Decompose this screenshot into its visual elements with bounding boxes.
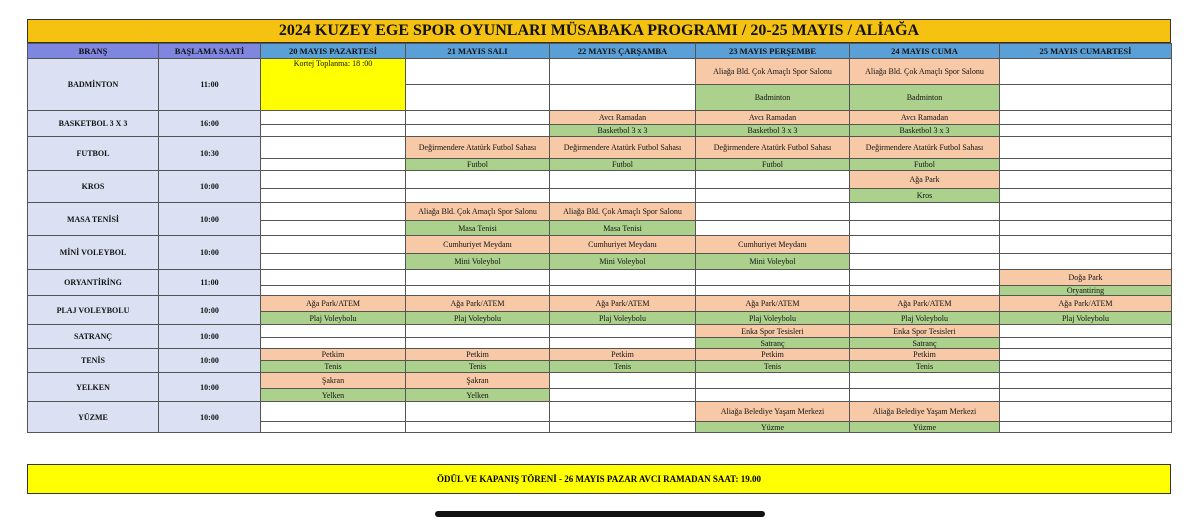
empty-cell bbox=[261, 325, 406, 338]
schedule-row bbox=[28, 349, 1172, 361]
venue-cell: Cumhuriyet Meydanı bbox=[696, 236, 850, 254]
venue-cell: Ağa Park/ATEM bbox=[261, 296, 406, 312]
start-time: 10:00 bbox=[159, 296, 261, 325]
sport-cell: Plaj Voleybolu bbox=[261, 312, 406, 325]
empty-cell bbox=[406, 125, 550, 137]
venue-cell: Avcı Ramadan bbox=[696, 111, 850, 125]
empty-cell bbox=[850, 203, 1000, 221]
sport-name: YÜZME bbox=[28, 402, 159, 433]
empty-cell bbox=[1000, 422, 1172, 433]
empty-cell bbox=[261, 203, 406, 221]
header-start-time: BAŞLAMA SAATİ bbox=[159, 44, 261, 59]
venue-cell: Ağa Park/ATEM bbox=[1000, 296, 1172, 312]
venue-cell: Petkim bbox=[261, 349, 406, 361]
start-time: 10:00 bbox=[159, 402, 261, 433]
sport-name: FUTBOL bbox=[28, 137, 159, 171]
sport-cell: Plaj Voleybolu bbox=[850, 312, 1000, 325]
schedule-sheet bbox=[27, 19, 1171, 495]
start-time: 10:00 bbox=[159, 171, 261, 203]
sport-name: MİNİ VOLEYBOL bbox=[28, 236, 159, 270]
empty-cell bbox=[1000, 338, 1172, 349]
empty-cell bbox=[850, 236, 1000, 254]
sport-name: ORYANTİRİNG bbox=[28, 270, 159, 296]
sport-name: KROS bbox=[28, 171, 159, 203]
sport-name: MASA TENİSİ bbox=[28, 203, 159, 236]
page-title: 2024 KUZEY EGE SPOR OYUNLARI MÜSABAKA PROGRAMI / 20-25 MAYIS / ALİAĞA bbox=[27, 19, 1171, 43]
empty-cell bbox=[1000, 389, 1172, 402]
closing-ceremony-banner: ÖDÜL VE KAPANIŞ TÖRENİ - 26 MAYIS PAZAR AVCI RAMADAN SAAT: 19.00 bbox=[27, 464, 1171, 494]
header-day: 24 MAYIS CUMA bbox=[850, 44, 1000, 59]
sport-cell: Kros bbox=[850, 189, 1000, 203]
sport-cell: Basketbol 3 x 3 bbox=[550, 125, 696, 137]
sport-cell: Plaj Voleybolu bbox=[696, 312, 850, 325]
empty-cell bbox=[261, 111, 406, 125]
sport-name: TENİS bbox=[28, 349, 159, 373]
start-time: 10:00 bbox=[159, 236, 261, 270]
schedule-row bbox=[28, 236, 1172, 254]
sport-cell: Tenis bbox=[261, 361, 406, 373]
empty-cell bbox=[261, 137, 406, 159]
empty-cell bbox=[696, 221, 850, 236]
header-day: 25 MAYIS CUMARTESİ bbox=[1000, 44, 1172, 59]
schedule-row bbox=[28, 373, 1172, 389]
empty-cell bbox=[261, 221, 406, 236]
empty-cell bbox=[696, 270, 850, 286]
empty-cell bbox=[406, 270, 550, 286]
empty-cell bbox=[550, 338, 696, 349]
empty-cell bbox=[1000, 402, 1172, 422]
venue-cell: Cumhuriyet Meydanı bbox=[550, 236, 696, 254]
empty-cell bbox=[550, 402, 696, 422]
sport-cell: Tenis bbox=[550, 361, 696, 373]
venue-cell: Ağa Park/ATEM bbox=[850, 296, 1000, 312]
empty-cell bbox=[261, 254, 406, 270]
venue-cell: Aliağa Bld. Çok Amaçlı Spor Salonu bbox=[696, 59, 850, 85]
empty-cell bbox=[261, 402, 406, 422]
venue-cell: Enka Spor Tesisleri bbox=[696, 325, 850, 338]
venue-cell: Şakran bbox=[406, 373, 550, 389]
empty-cell bbox=[696, 203, 850, 221]
start-time: 10:30 bbox=[159, 137, 261, 171]
empty-cell bbox=[261, 236, 406, 254]
empty-cell bbox=[261, 159, 406, 171]
empty-cell bbox=[1000, 137, 1172, 159]
empty-cell bbox=[850, 373, 1000, 389]
venue-cell: Aliağa Bld. Çok Amaçlı Spor Salonu bbox=[550, 203, 696, 221]
sport-cell: Mini Voleybol bbox=[696, 254, 850, 270]
empty-cell bbox=[1000, 171, 1172, 189]
empty-cell bbox=[261, 422, 406, 433]
empty-cell bbox=[696, 389, 850, 402]
empty-cell bbox=[850, 221, 1000, 236]
empty-cell bbox=[1000, 236, 1172, 254]
sport-cell: Basketbol 3 x 3 bbox=[696, 125, 850, 137]
empty-cell bbox=[1000, 254, 1172, 270]
empty-cell bbox=[550, 373, 696, 389]
sport-cell: Satranç bbox=[696, 338, 850, 349]
venue-cell: Ağa Park/ATEM bbox=[406, 296, 550, 312]
venue-cell: Değirmendere Atatürk Futbol Sahası bbox=[406, 137, 550, 159]
kortej-note: Kortej Toplanma: 18 :00 bbox=[261, 59, 406, 111]
empty-cell bbox=[1000, 125, 1172, 137]
sport-cell: Yüzme bbox=[696, 422, 850, 433]
empty-cell bbox=[1000, 85, 1172, 111]
sport-cell: Tenis bbox=[406, 361, 550, 373]
start-time: 10:00 bbox=[159, 349, 261, 373]
sport-cell: Plaj Voleybolu bbox=[550, 312, 696, 325]
venue-cell: Cumhuriyet Meydanı bbox=[406, 236, 550, 254]
sport-cell: Masa Tenisi bbox=[406, 221, 550, 236]
sport-name: BADMİNTON bbox=[28, 59, 159, 111]
venue-cell: Aliağa Bld. Çok Amaçlı Spor Salonu bbox=[406, 203, 550, 221]
header-row bbox=[28, 44, 1172, 59]
empty-cell bbox=[550, 422, 696, 433]
schedule-table bbox=[27, 43, 1172, 433]
sport-cell: Satranç bbox=[850, 338, 1000, 349]
venue-cell: Avcı Ramadan bbox=[550, 111, 696, 125]
sport-cell: Badminton bbox=[850, 85, 1000, 111]
empty-cell bbox=[550, 270, 696, 286]
sport-cell: Futbol bbox=[406, 159, 550, 171]
venue-cell: Petkim bbox=[696, 349, 850, 361]
venue-cell: Ağa Park/ATEM bbox=[550, 296, 696, 312]
empty-cell bbox=[550, 171, 696, 189]
sport-cell: Mini Voleybol bbox=[550, 254, 696, 270]
schedule-row bbox=[28, 296, 1172, 312]
venue-cell: Petkim bbox=[550, 349, 696, 361]
empty-cell bbox=[850, 270, 1000, 286]
empty-cell bbox=[1000, 325, 1172, 338]
empty-cell bbox=[550, 286, 696, 296]
schedule-row bbox=[28, 111, 1172, 125]
venue-cell: Değirmendere Atatürk Futbol Sahası bbox=[850, 137, 1000, 159]
empty-cell bbox=[696, 286, 850, 296]
sport-cell: Oryantiring bbox=[1000, 286, 1172, 296]
start-time: 11:00 bbox=[159, 270, 261, 296]
schedule-row bbox=[28, 203, 1172, 221]
venue-cell: Aliağa Belediye Yaşam Merkezi bbox=[850, 402, 1000, 422]
sport-cell: Yelken bbox=[261, 389, 406, 402]
venue-cell: Petkim bbox=[850, 349, 1000, 361]
schedule-row bbox=[28, 325, 1172, 338]
sport-cell: Plaj Voleybolu bbox=[406, 312, 550, 325]
empty-cell bbox=[261, 171, 406, 189]
empty-cell bbox=[850, 389, 1000, 402]
empty-cell bbox=[1000, 59, 1172, 85]
sport-cell: Futbol bbox=[696, 159, 850, 171]
start-time: 16:00 bbox=[159, 111, 261, 137]
sport-cell: Yüzme bbox=[850, 422, 1000, 433]
empty-cell bbox=[261, 125, 406, 137]
schedule-row bbox=[28, 137, 1172, 159]
venue-cell: Aliağa Bld. Çok Amaçlı Spor Salonu bbox=[850, 59, 1000, 85]
empty-cell bbox=[406, 402, 550, 422]
empty-cell bbox=[261, 338, 406, 349]
sport-name: SATRANÇ bbox=[28, 325, 159, 349]
empty-cell bbox=[406, 325, 550, 338]
empty-cell bbox=[1000, 189, 1172, 203]
empty-cell bbox=[550, 325, 696, 338]
sport-cell: Masa Tenisi bbox=[550, 221, 696, 236]
sport-name: BASKETBOL 3 X 3 bbox=[28, 111, 159, 137]
schedule-row bbox=[28, 171, 1172, 189]
venue-cell: Aliağa Belediye Yaşam Merkezi bbox=[696, 402, 850, 422]
venue-cell: Şakran bbox=[261, 373, 406, 389]
empty-cell bbox=[406, 111, 550, 125]
sport-cell: Tenis bbox=[850, 361, 1000, 373]
venue-cell: Ağa Park/ATEM bbox=[696, 296, 850, 312]
empty-cell bbox=[550, 85, 696, 111]
header-day: 21 MAYIS SALI bbox=[406, 44, 550, 59]
header-day: 23 MAYIS PERŞEMBE bbox=[696, 44, 850, 59]
empty-cell bbox=[550, 389, 696, 402]
venue-cell: Değirmendere Atatürk Futbol Sahası bbox=[550, 137, 696, 159]
empty-cell bbox=[1000, 373, 1172, 389]
sport-name: YELKEN bbox=[28, 373, 159, 402]
start-time: 10:00 bbox=[159, 325, 261, 349]
schedule-row bbox=[28, 402, 1172, 422]
start-time: 10:00 bbox=[159, 203, 261, 236]
empty-cell bbox=[850, 286, 1000, 296]
sport-cell: Futbol bbox=[550, 159, 696, 171]
venue-cell: Enka Spor Tesisleri bbox=[850, 325, 1000, 338]
header-day: 20 MAYIS PAZARTESİ bbox=[261, 44, 406, 59]
sport-cell: Basketbol 3 x 3 bbox=[850, 125, 1000, 137]
venue-cell: Avcı Ramadan bbox=[850, 111, 1000, 125]
empty-cell bbox=[850, 254, 1000, 270]
empty-cell bbox=[550, 59, 696, 85]
empty-cell bbox=[1000, 159, 1172, 171]
empty-cell bbox=[261, 270, 406, 286]
sport-cell: Futbol bbox=[850, 159, 1000, 171]
venue-cell: Doğa Park bbox=[1000, 270, 1172, 286]
sport-cell: Badminton bbox=[696, 85, 850, 111]
sport-name: PLAJ VOLEYBOLU bbox=[28, 296, 159, 325]
sport-cell: Plaj Voleybolu bbox=[1000, 312, 1172, 325]
empty-cell bbox=[1000, 361, 1172, 373]
home-indicator[interactable] bbox=[435, 511, 765, 517]
empty-cell bbox=[1000, 203, 1172, 221]
start-time: 11:00 bbox=[159, 59, 261, 111]
empty-cell bbox=[406, 189, 550, 203]
empty-cell bbox=[696, 373, 850, 389]
sport-cell: Yelken bbox=[406, 389, 550, 402]
empty-cell bbox=[261, 189, 406, 203]
venue-cell: Değirmendere Atatürk Futbol Sahası bbox=[696, 137, 850, 159]
empty-cell bbox=[406, 422, 550, 433]
schedule-row bbox=[28, 59, 1172, 85]
schedule-row bbox=[28, 270, 1172, 286]
venue-cell: Petkim bbox=[406, 349, 550, 361]
empty-cell bbox=[261, 286, 406, 296]
empty-cell bbox=[1000, 221, 1172, 236]
empty-cell bbox=[406, 171, 550, 189]
empty-cell bbox=[406, 85, 550, 111]
empty-cell bbox=[406, 338, 550, 349]
header-brans: BRANŞ bbox=[28, 44, 159, 59]
empty-cell bbox=[1000, 111, 1172, 125]
venue-cell: Ağa Park bbox=[850, 171, 1000, 189]
empty-cell bbox=[406, 286, 550, 296]
empty-cell bbox=[696, 189, 850, 203]
start-time: 10:00 bbox=[159, 373, 261, 402]
empty-cell bbox=[696, 171, 850, 189]
empty-cell bbox=[550, 189, 696, 203]
sport-cell: Tenis bbox=[696, 361, 850, 373]
header-day: 22 MAYIS ÇARŞAMBA bbox=[550, 44, 696, 59]
empty-cell bbox=[406, 59, 550, 85]
empty-cell bbox=[1000, 349, 1172, 361]
sport-cell: Mini Voleybol bbox=[406, 254, 550, 270]
